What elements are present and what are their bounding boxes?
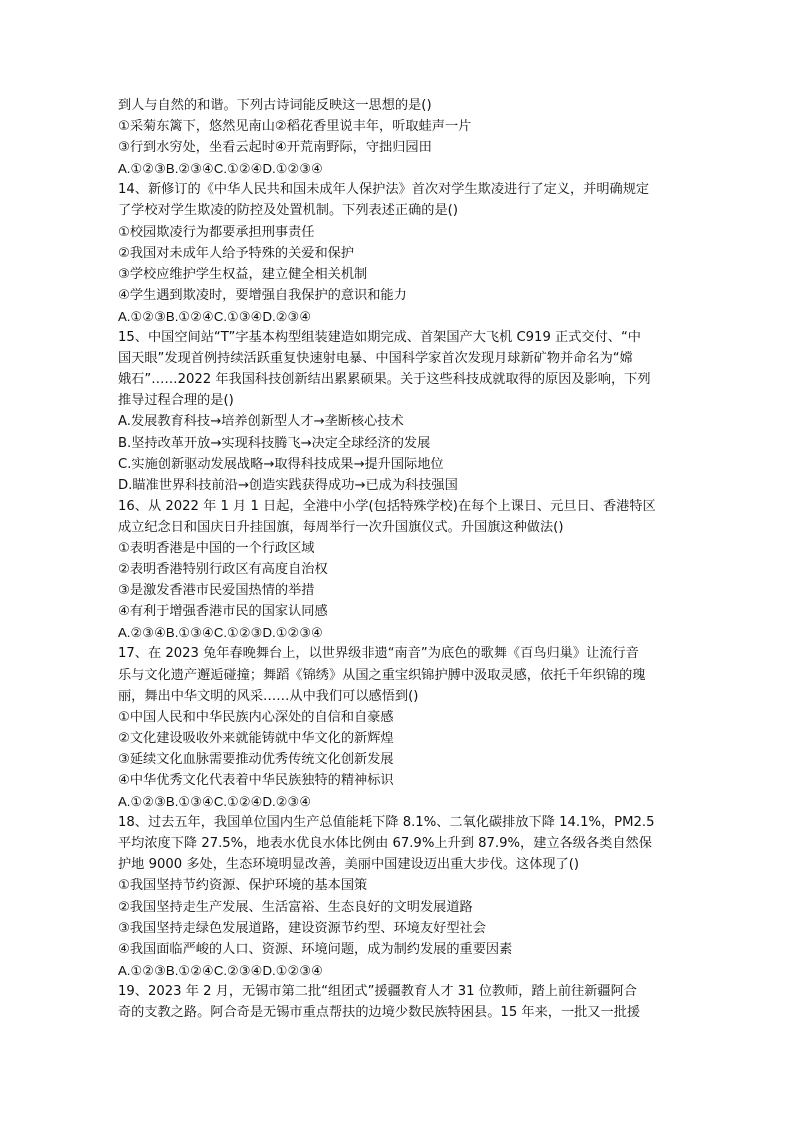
- question-text-line: 14、新修订的《中华人民共和国未成年人保护法》首次对学生欺凌进行了定义，并明确规定: [118, 182, 650, 198]
- option-line: ④学生遇到欺凌时，要增强自我保护的意识和能力: [118, 287, 407, 303]
- question-text-line: 推导过程合理的是(): [118, 393, 234, 409]
- question-text-line: 成立纪念日和国庆日升挂国旗，每周举行一次升国旗仪式。升国旗这种做法(): [118, 519, 564, 535]
- option-line: ①采菊东篱下，悠然见南山②稻花香里说丰年，听取蛙声一片: [118, 119, 472, 135]
- option-line: ①我国坚持节约资源、保护环境的基本国策: [118, 878, 368, 894]
- answer-choices-line: A.①②③B.②③④C.①②④D.①②③④: [118, 161, 323, 177]
- option-line: ④中华优秀文化代表着中华民族独特的精神标识: [118, 773, 394, 788]
- question-text-line: 丽，舞出中华文明的风采……从中我们可以感悟到(): [118, 688, 419, 704]
- option-line: ②我国坚持走生产发展、生活富裕、生态良好的文明发展道路: [118, 899, 473, 915]
- answer-choices-line: A.①②③B.①②④C.②③④D.①②③④: [118, 962, 323, 978]
- answer-choices-line: A.①②③B.①③④C.①②④D.②③④: [118, 794, 312, 810]
- question-text-line: 到人与自然的和谐。下列古诗词能反映这一思想的是(): [118, 98, 432, 113]
- option-line: ②文化建设吸收外来就能铸就中华文化的新辉煌: [118, 730, 394, 746]
- question-text-line: 乐与文化遗产邂逅碰撞；舞蹈《锦绣》从国之重宝织锦护膊中汲取灵感，依托千年织锦的瑰: [118, 667, 646, 683]
- option-line: ②我国对未成年人给予特殊的关爱和保护: [118, 245, 355, 261]
- option-line: B.坚持改革开放→实现科技腾飞→决定全球经济的发展: [118, 435, 431, 451]
- option-line: ①表明香港是中国的一个行政区域: [118, 540, 315, 556]
- question-text-line: 17、在 2023 兔年春晚舞台上，以世界级非遗“南音”为底色的歌舞《百鸟归巢》让流行音: [118, 646, 639, 662]
- question-text-line: 娥石”……2022 年我国科技创新结出累累硕果。关于这些科技成就取得的原因及影响，下列: [118, 372, 651, 388]
- question-text-line: 19、2023 年 2 月，无锡市第二批“组团式”援疆教育人才 31 位教师，踏上前往新疆阿合: [118, 983, 637, 999]
- question-text-line: 15、中国空间站“T”字基本构型组装建造如期完成、首架国产大飞机 C919 正式交付、“中: [118, 330, 641, 346]
- question-text-line: 国天眼”发现首例持续活跃重复快速射电暴、中国科学家首次发现月球新矿物并命名为“嫦: [118, 351, 633, 367]
- option-line: ③学校应维护学生权益，建立健全相关机制: [118, 266, 368, 282]
- option-line: C.实施创新驱动发展战略→取得科技成果→提升国际地位: [118, 456, 444, 472]
- option-line: A.发展教育科技→培养创新型人才→垄断核心技术: [118, 414, 404, 430]
- option-line: D.瞄准世界科技前沿→创造实践获得成功→已成为科技强国: [118, 477, 458, 493]
- option-line: ②表明香港特别行政区有高度自治权: [118, 562, 328, 578]
- option-line: ③延续文化血脉需要推动优秀传统文化创新发展: [118, 751, 394, 767]
- option-line: ①中国人民和中华民族内心深处的自信和自豪感: [118, 709, 394, 725]
- option-line: ①校园欺凌行为都要承担刑事责任: [118, 224, 315, 240]
- question-text-line: 16、从 2022 年 1 月 1 日起，全港中小学(包括特殊学校)在每个上课日、元旦日、香港特区: [118, 498, 656, 514]
- question-text-line: 平均浓度下降 27.5%，地表水优良水体比例由 67.9%上升到 87.9%，建立各级各类自然保: [118, 836, 652, 852]
- option-line: ④我国面临严峻的人口、资源、环境问题，成为制约发展的重要因素: [118, 941, 513, 957]
- question-text-line: 护地 9000 多处，生态环境明显改善，美丽中国建设迈出重大步伐。这体现了(): [118, 857, 580, 873]
- answer-choices-line: A.②③④B.①③④C.①②③D.①②③④: [118, 625, 323, 641]
- option-line: ③是激发香港市民爱国热情的举措: [118, 583, 315, 599]
- option-line: ③我国坚持走绿色发展道路，建设资源节约型、环境友好型社会: [118, 920, 486, 936]
- option-line: ④有利于增强香港市民的国家认同感: [118, 604, 328, 620]
- answer-choices-line: A.①②③B.①②④C.①③④D.②③④: [118, 308, 312, 324]
- question-text-line: 18、过去五年，我国单位国内生产总值能耗下降 8.1%、二氧化碳排放下降 14.1%，PM2.5: [118, 815, 655, 831]
- question-text-line: 奇的支教之路。阿合奇是无锡市重点帮扶的边境少数民族特困县。15 年来，一批又一批援: [118, 1005, 641, 1021]
- option-line: ③行到水穷处，坐看云起时④开荒南野际，守拙归园田: [118, 140, 432, 156]
- question-text-line: 了学校对学生欺凌的防控及处置机制。下列表述正确的是(): [118, 203, 458, 219]
